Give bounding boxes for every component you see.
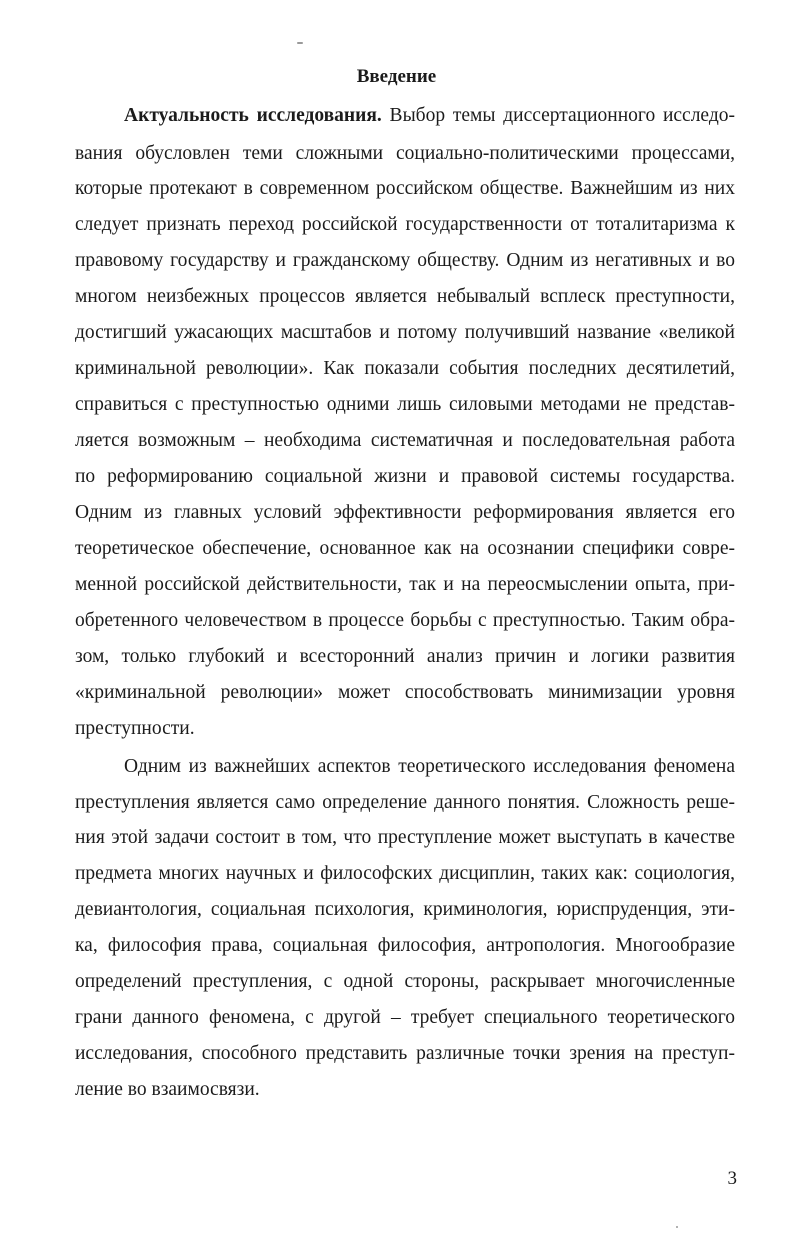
paragraph-1-line-9: справиться с преступностью одними лишь силовыми методами не представ- (75, 394, 735, 415)
scan-speck-top (297, 42, 303, 44)
paragraph-1-line-15: обретенного человечеством в процессе борьбы с преступностью. Таким обра- (75, 610, 735, 631)
paragraph-1-line-18: преступности. (75, 718, 195, 739)
paragraph-1-line-4: следует признать переход российской государственности от тоталитаризма к (75, 214, 735, 235)
paragraph-2-line-1: Одним из важнейших аспектов теоретического исследования феномена (124, 756, 735, 777)
lead-phrase: Актуальность исследования. (124, 105, 382, 126)
paragraph-1-line-13: теоретическое обеспечение, основанное как на осознании специфики совре- (75, 538, 735, 559)
paragraph-1-line-2: вания обусловлен теми сложными социально-политическими процессами, (75, 143, 735, 164)
paragraph-1-line-17: «криминальной революции» может способствовать минимизации уровня (75, 682, 735, 703)
paragraph-2-line-3: ния этой задачи состоит в том, что преступление может выступать в качестве (75, 827, 735, 848)
section-heading: Введение (356, 66, 437, 87)
paragraph-1-line-10: ляется возможным – необходима систематичная и последовательная работа (75, 430, 735, 451)
paragraph-2-line-7: определений преступления, с одной стороны, раскрывает многочисленные (75, 971, 735, 992)
page-number: 3 (727, 1168, 737, 1189)
paragraph-1-line-12: Одним из главных условий эффективности реформирования является его (75, 502, 735, 523)
paragraph-1-line-8: криминальной революции». Как показали события последних десятилетий, (75, 358, 735, 379)
paragraph-1-line-7: достигший ужасающих масштабов и потому получивший название «великой (75, 322, 735, 343)
paragraph-1-line-11: по реформированию социальной жизни и правовой системы государства. (75, 466, 735, 487)
paragraph-1-line-1 (124, 103, 735, 129)
paragraph-1-line-5: правовому государству и гражданскому обществу. Одним из негативных и во (75, 250, 735, 271)
paragraph-2-line-6: ка, философия права, социальная философия, антропология. Многообразие (75, 935, 735, 956)
paragraph-2-line-8: грани данного феномена, с другой – требует специального теоретического (75, 1007, 735, 1028)
paragraph-2-line-5: девиантология, социальная психология, криминология, юриспруденция, эти- (75, 899, 735, 920)
paragraph-1-line-3: которые протекают в современном российском обществе. Важнейшим из них (75, 178, 735, 199)
paragraph-1-line-6: многом неизбежных процессов является небывалый всплеск преступности, (75, 286, 735, 307)
paragraph-2-line-9: исследования, способного представить различные точки зрения на преступ- (75, 1043, 735, 1064)
paragraph-1-line-14: менной российской действительности, так и на переосмыслении опыта, при- (75, 574, 735, 595)
paragraph-1-line-16: зом, только глубокий и всесторонний анализ причин и логики развития (75, 646, 735, 667)
scan-speck-bottom (676, 1226, 678, 1228)
paragraph-2-line-10: ление во взаимосвязи. (75, 1079, 260, 1100)
paragraph-2-line-2: преступления является само определение данного понятия. Сложность реше- (75, 792, 735, 813)
paragraph-1-line-1-text: Выбор темы диссертационного исследо- (381, 105, 735, 126)
paragraph-2-line-4: предмета многих научных и философских дисциплин, таких как: социология, (75, 863, 735, 884)
